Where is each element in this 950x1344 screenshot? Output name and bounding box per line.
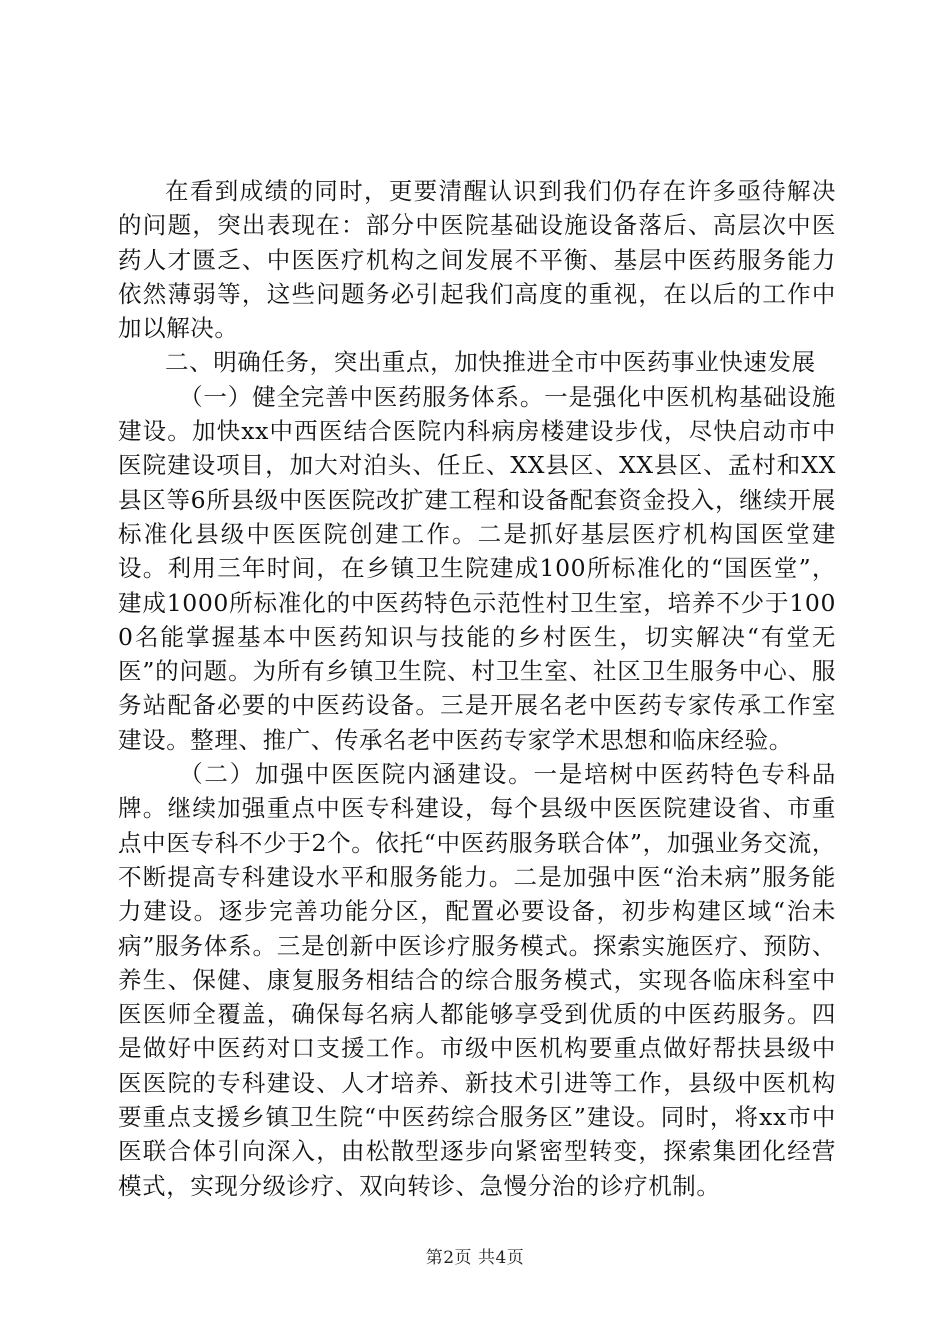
paragraph-hospital-connotation: （二）加强中医医院内涵建设。一是培树中医药特色专科品牌。继续加强重点中医专科建设，每个县级中医医院建设省、市重点中医专科不少于2个。依托“中医药服务联合体”，加强业务交流，不断提高专科建设水平和服务能力。二是加强中医“治未病”服务能力建设。逐步完善功能分区，配置必要设备，初步构建区域“治未病”服务体系。三是创新中医诊疗服务模式。探索实施医疗、预防、养生、保健、康复服务相结合的综合服务模式，实现各临床科室中医医师全覆盖，确保每名病人都能够享受到优质的中医药服务。四是做好中医药对口支援工作。市级中医机构要重点做好帮扶县级中医医院的专科建设、人才培养、新技术引进等工作，县级中医机构要重点支援乡镇卫生院“中医药综合服务区”建设。同时，将xx市中医联合体引向深入，由松散型逐步向紧密型转变，探索集团化经营模式，实现分级诊疗、双向转诊、急慢分治的诊疗机制。 [118,760,836,1200]
paragraph-problems: 在看到成绩的同时，更要清醒认识到我们仍存在许多亟待解决的问题，突出表现在：部分中医院基础设施设备落后、高层次中医药人才匮乏、中医医疗机构之间发展不平衡、基层中医药服务能力依然薄弱等，这些问题务必引起我们高度的重视，在以后的工作中加以解决。 [118,177,836,343]
page-number-footer: 第2页 共4页 [425,1248,525,1268]
document-body [118,174,836,1203]
section-heading-tasks: 二、明确任务，突出重点，加快推进全市中医药事业快速发展 [165,348,816,377]
paragraph-service-system: （一）健全完善中医药服务体系。一是强化中医机构基础设施建设。加快xx中西医结合医院内科病房楼建设步伐，尽快启动市中医院建设项目，加大对泊头、任丘、XX县区、XX县区、孟村和XX县区等6所县级中医医院改扩建工程和设备配套资金投入，继续开展标准化县级中医医院创建工作。二是抓好基层医疗机构国医堂建设。利用三年时间，在乡镇卫生院建成100所标准化的“国医堂”，建成1000所标准化的中医药特色示范性村卫生室，培养不少于1000名能掌握基本中医药知识与技能的乡村医生，切实解决“有堂无医”的问题。为所有乡镇卫生院、村卫生室、社区卫生服务中心、服务站配备必要的中医药设备。三是开展名老中医药专家传承工作室建设。整理、推广、传承名老中医药专家学术思想和临床经验。 [118,382,836,754]
